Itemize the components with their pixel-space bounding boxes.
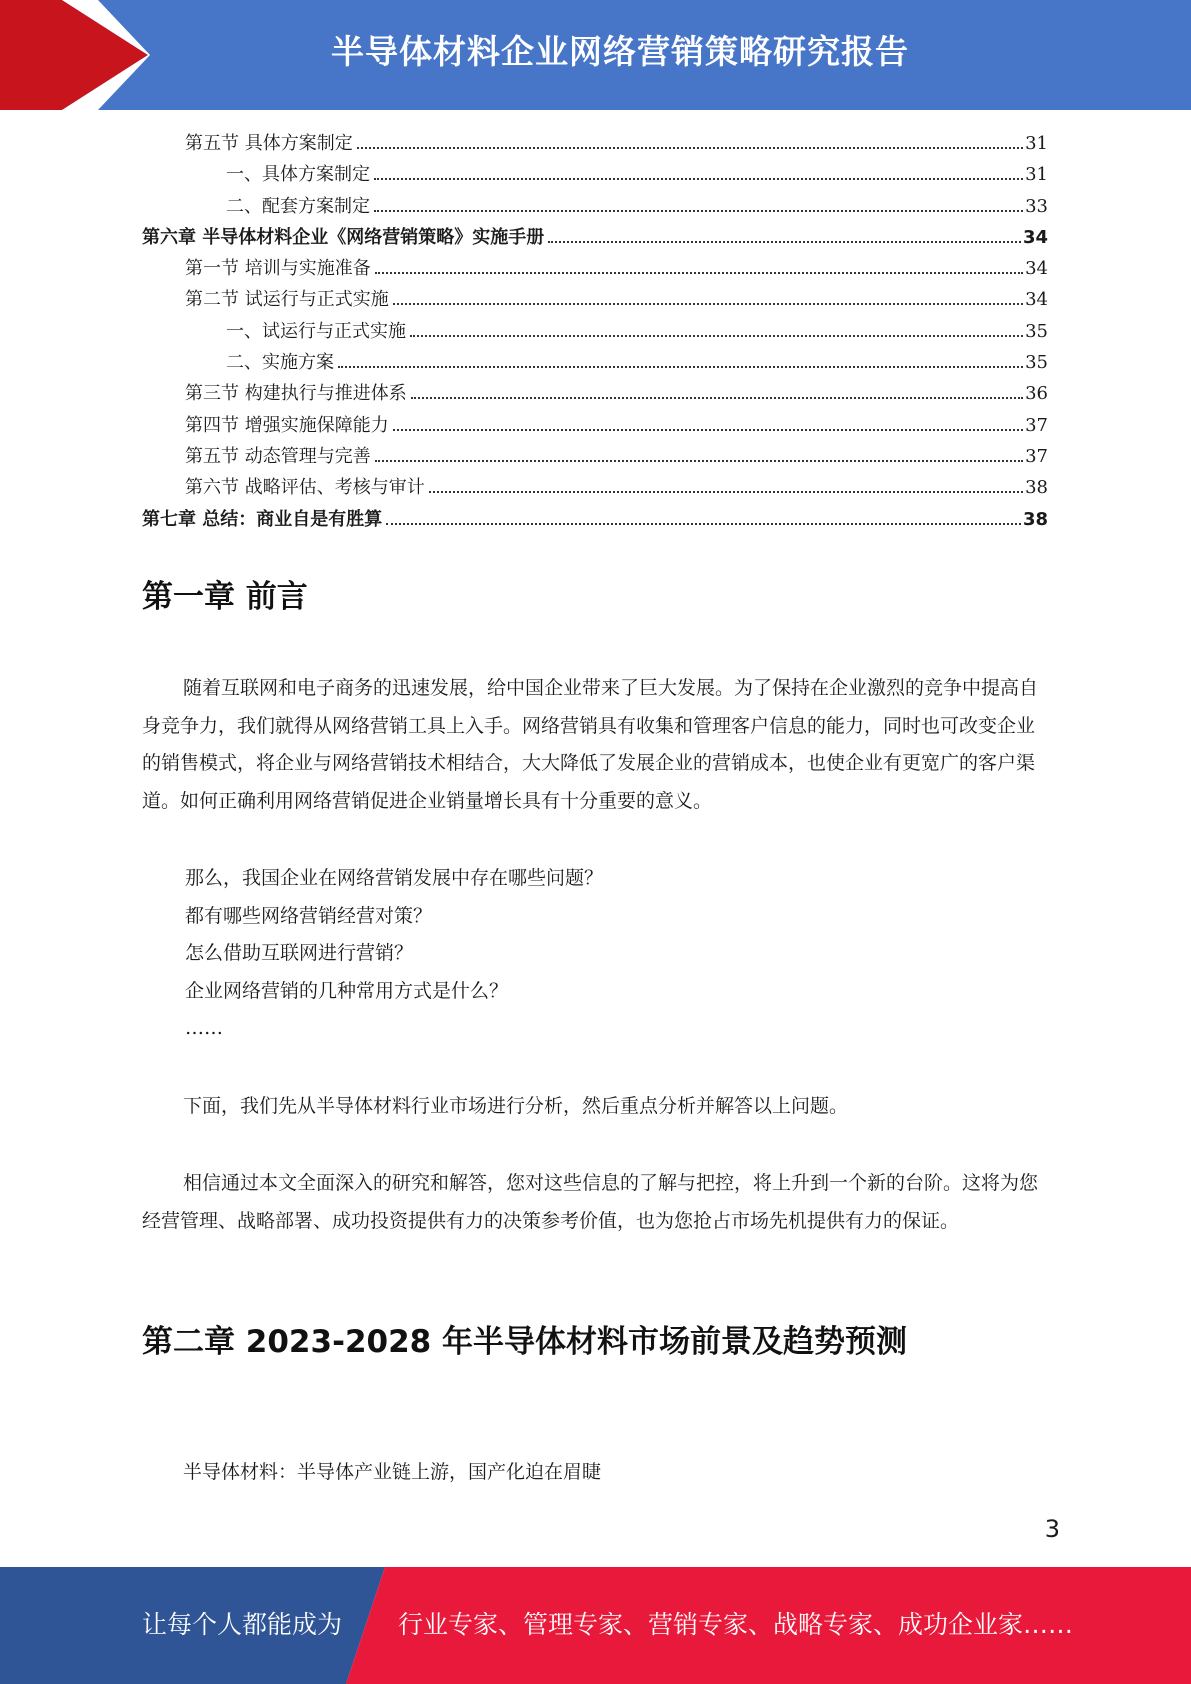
table-of-contents bbox=[142, 128, 1048, 535]
toc-entry-title: 第五节 具体方案制定 bbox=[185, 133, 353, 154]
toc-entry-title: 二、实施方案 bbox=[226, 352, 334, 374]
toc-entry-title: 第六节 战略评估、考核与审计 bbox=[185, 477, 425, 499]
toc-entry-title: 第四节 增强实施保障能力 bbox=[185, 414, 389, 436]
toc-dot-leader bbox=[375, 460, 1023, 462]
toc-dot-leader bbox=[393, 303, 1023, 305]
toc-dot-leader bbox=[429, 491, 1023, 493]
chapter-2-first-line: 半导体材料：半导体产业链上游，国产化迫在眉睫 bbox=[183, 1461, 602, 1483]
toc-entry-page: 34 bbox=[1025, 289, 1048, 311]
toc-entry[interactable] bbox=[142, 222, 1048, 253]
toc-entry-page: 37 bbox=[1025, 445, 1048, 467]
toc-entry[interactable] bbox=[142, 504, 1048, 535]
page-header bbox=[0, 0, 1191, 110]
toc-entry-page: 37 bbox=[1025, 414, 1048, 436]
toc-entry[interactable] bbox=[142, 410, 1048, 441]
next-step-paragraph: 下面，我们先从半导体材料行业市场进行分析，然后重点分析并解答以上问题。 bbox=[183, 1095, 849, 1117]
closing-paragraph: 相信通过本文全面深入的研究和解答，您对这些信息的了解与把控，将上升到一个新的台阶。这将为您经营管理、战略部署、成功投资提供有力的决策参考价值，也为您抢占市场先机提供有力的保证。 bbox=[142, 1172, 1039, 1232]
toc-entry-page: 36 bbox=[1025, 383, 1048, 405]
question-list bbox=[185, 860, 603, 1048]
toc-dot-leader bbox=[338, 366, 1023, 368]
toc-dot-leader bbox=[410, 335, 1023, 337]
toc-entry-page: 38 bbox=[1022, 508, 1048, 530]
toc-entry-title: 二、配套方案制定 bbox=[226, 195, 370, 217]
toc-entry-page: 33 bbox=[1025, 195, 1048, 217]
toc-entry-page: 35 bbox=[1025, 352, 1048, 374]
chapter-1-heading: 第一章 前言 bbox=[142, 579, 308, 615]
toc-entry[interactable] bbox=[142, 128, 1048, 159]
toc-entry[interactable] bbox=[142, 441, 1048, 472]
toc-entry-page: 34 bbox=[1025, 258, 1048, 280]
toc-entry-title: 第六章 半导体材料企业《网络营销策略》实施手册 bbox=[142, 226, 545, 248]
toc-entry-title: 第七章 总结：商业自是有胜算 bbox=[142, 508, 383, 530]
toc-entry[interactable] bbox=[142, 159, 1048, 190]
list-item: 怎么借助互联网进行营销？ bbox=[185, 942, 414, 964]
toc-entry[interactable] bbox=[142, 472, 1048, 503]
report-title: 半导体材料企业网络营销策略研究报告 bbox=[331, 32, 909, 71]
toc-entry-title: 第五节 动态管理与完善 bbox=[185, 445, 371, 467]
toc-entry[interactable] bbox=[142, 191, 1048, 222]
toc-dot-leader bbox=[374, 178, 1023, 180]
chapter-1-intro-paragraph: 随着互联网和电子商务的迅速发展，给中国企业带来了巨大发展。为了保持在企业激烈的竞争中提高自身竞争力，我们就得从网络营销工具上入手。网络营销具有收集和管理客户信息的能力，同时也可改变企业的销售模式，将企业与网络营销技术相结合，大大降低了发展企业的营销成本，也使企业有更宽广的客户渠道。如何正确利用网络营销促进企业销量增长具有十分重要的意义。 bbox=[142, 677, 1039, 812]
toc-dot-leader bbox=[386, 523, 1021, 525]
toc-entry[interactable] bbox=[142, 284, 1048, 315]
toc-dot-leader bbox=[411, 397, 1023, 399]
list-item: 都有哪些网络营销经营对策？ bbox=[185, 904, 433, 927]
page-footer bbox=[0, 1567, 1191, 1684]
toc-entry-page: 34 bbox=[1022, 226, 1048, 248]
toc-entry-title: 第三节 构建执行与推进体系 bbox=[185, 383, 407, 405]
toc-entry[interactable] bbox=[142, 316, 1048, 347]
toc-dot-leader bbox=[374, 210, 1023, 212]
page-number: 3 bbox=[1044, 1515, 1060, 1543]
header-chevron-icon bbox=[0, 0, 160, 110]
toc-entry-page: 31 bbox=[1025, 164, 1048, 186]
toc-entry[interactable] bbox=[142, 378, 1048, 409]
toc-dot-leader bbox=[357, 147, 1023, 149]
toc-entry[interactable] bbox=[142, 347, 1048, 378]
list-item: 那么，我国企业在网络营销发展中存在哪些问题？ bbox=[185, 867, 604, 889]
toc-dot-leader bbox=[548, 241, 1021, 243]
toc-entry-title: 第二节 试运行与正式实施 bbox=[185, 289, 389, 311]
list-item: 企业网络营销的几种常用方式是什么？ bbox=[185, 979, 509, 1002]
chapter-2-heading: 第二章 2023-2028 年半导体材料市场前景及趋势预测 bbox=[142, 1324, 908, 1360]
footer-slogan-left: 让每个人都能成为 bbox=[142, 1610, 343, 1639]
toc-dot-leader bbox=[393, 429, 1023, 431]
toc-dot-leader bbox=[375, 272, 1023, 274]
list-item: …… bbox=[185, 1017, 223, 1039]
footer-slogan-right: 行业专家、管理专家、营销专家、战略专家、成功企业家…… bbox=[398, 1610, 1074, 1639]
toc-entry-title: 一、试运行与正式实施 bbox=[226, 320, 406, 342]
toc-entry-page: 31 bbox=[1025, 133, 1048, 154]
toc-entry-page: 35 bbox=[1025, 320, 1048, 342]
toc-entry[interactable] bbox=[142, 253, 1048, 284]
toc-entry-title: 一、具体方案制定 bbox=[226, 164, 370, 186]
toc-entry-title: 第一节 培训与实施准备 bbox=[185, 258, 371, 280]
toc-entry-page: 38 bbox=[1025, 477, 1048, 499]
